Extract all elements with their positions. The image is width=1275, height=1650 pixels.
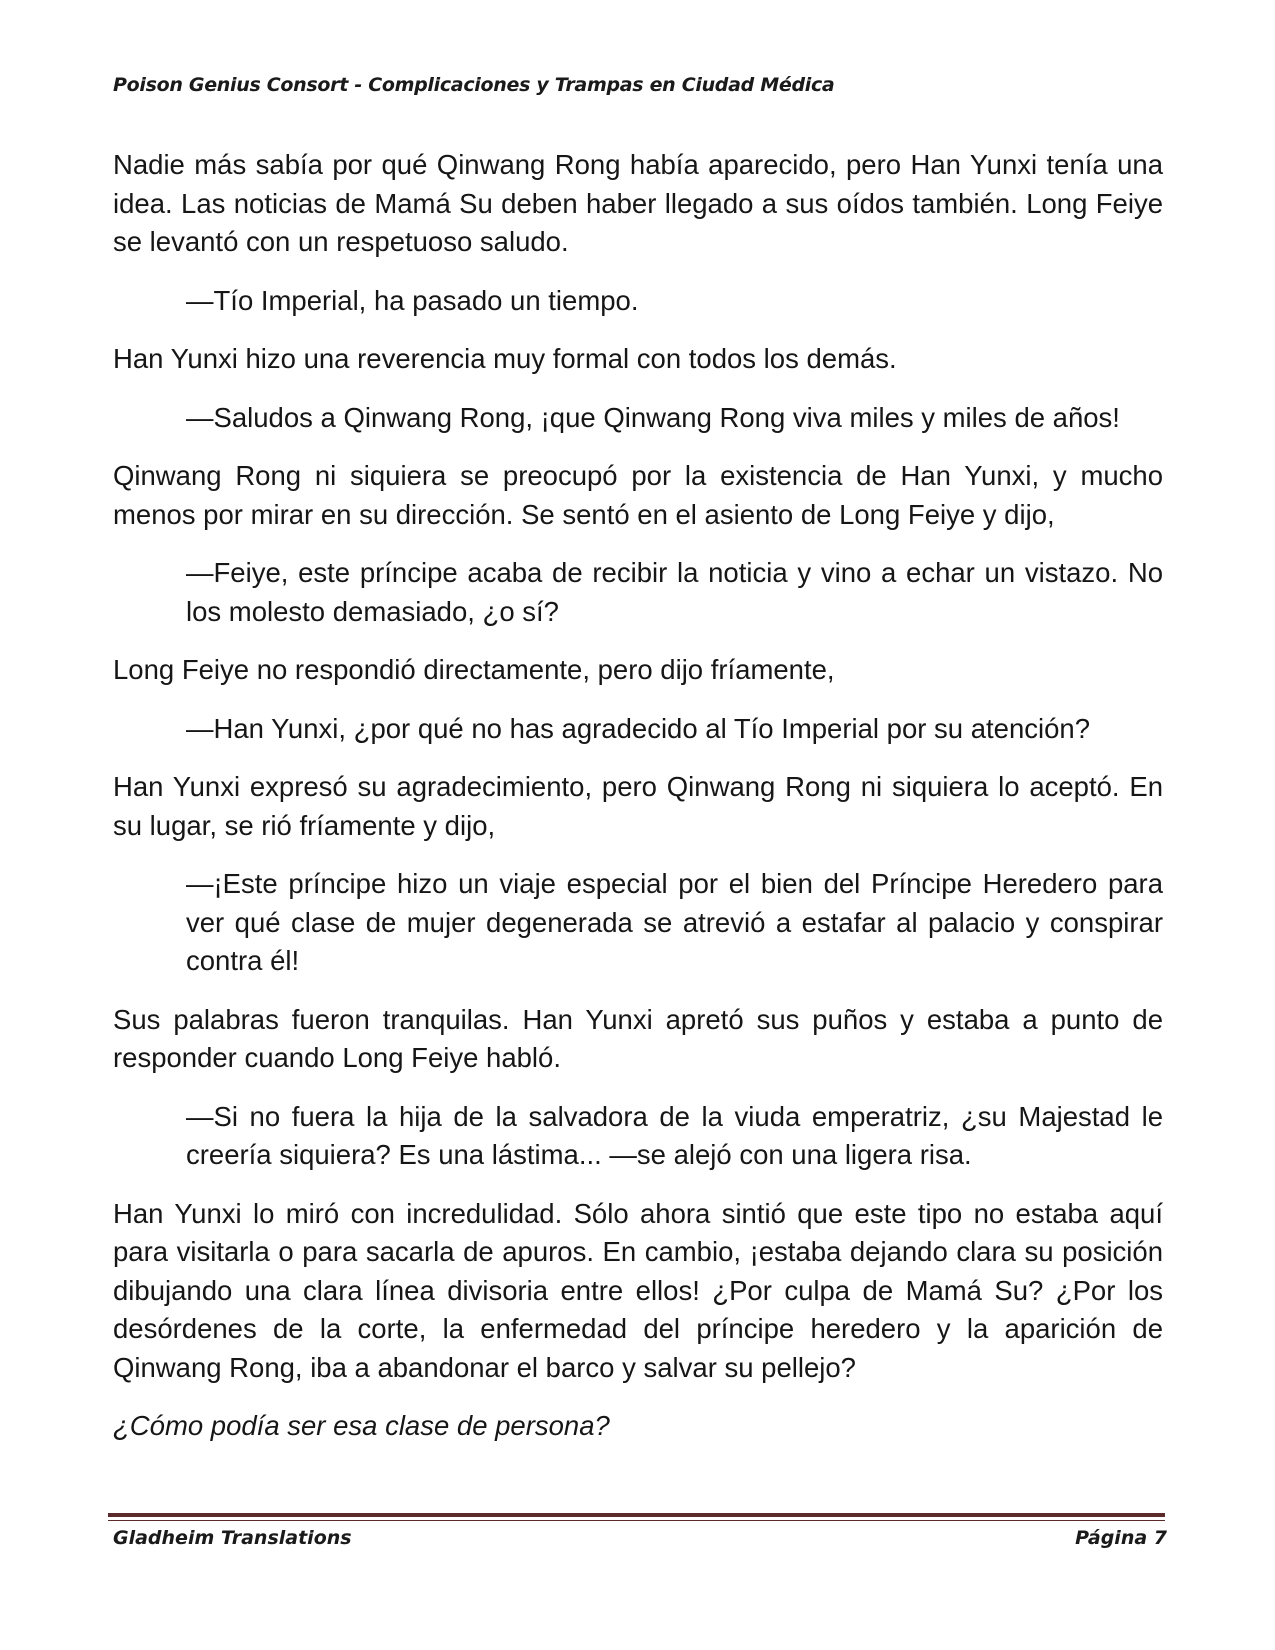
paragraph: Han Yunxi expresó su agradecimiento, pero Qinwang Rong ni siquiera lo aceptó. En su lugar, se rió fríamente y dijo, xyxy=(113,771,1163,841)
dialogue-paragraph: —Feiye, este príncipe acaba de recibir la noticia y vino a echar un vistazo. No los molesto demasiado, ¿o sí? xyxy=(186,557,1163,627)
footer-rule-thick xyxy=(108,1513,1165,1517)
dialogue-paragraph: —¡Este príncipe hizo un viaje especial por el bien del Príncipe Heredero para ver qué clase de mujer degenerada se atrevió a estafar al palacio y conspirar contra él! xyxy=(186,868,1163,976)
page-number: Página 7 xyxy=(1075,1527,1167,1549)
footer-rule-thin xyxy=(108,1520,1165,1521)
paragraph: Qinwang Rong ni siquiera se preocupó por la existencia de Han Yunxi, y mucho menos por mirar en su dirección. Se sentó en el asiento de Long Feiye y dijo, xyxy=(113,460,1163,530)
dialogue-paragraph: —Saludos a Qinwang Rong, ¡que Qinwang Rong viva miles y miles de años! xyxy=(186,401,1120,433)
paragraph: Nadie más sabía por qué Qinwang Rong había aparecido, pero Han Yunxi tenía una idea. Las noticias de Mamá Su deben haber llegado a sus oídos también. Long Feiye se levantó con un respetuoso saludo. xyxy=(113,149,1163,257)
footer-credit: Gladheim Translations xyxy=(113,1527,352,1549)
paragraph: Long Feiye no respondió directamente, pero dijo fríamente, xyxy=(113,654,835,685)
dialogue-paragraph: —Tío Imperial, ha pasado un tiempo. xyxy=(186,284,639,316)
dialogue-paragraph: —Si no fuera la hija de la salvadora de la viuda emperatriz, ¿su Majestad le creería siquiera? Es una lástima... —se alejó con una ligera risa. xyxy=(186,1100,1163,1170)
paragraph: Sus palabras fueron tranquilas. Han Yunxi apretó sus puños y estaba a punto de responder cuando Long Feiye habló. xyxy=(113,1003,1163,1073)
paragraph: Han Yunxi hizo una reverencia muy formal con todos los demás. xyxy=(113,343,897,374)
italic-paragraph: ¿Cómo podía ser esa clase de persona? xyxy=(113,1410,610,1441)
page-header: Poison Genius Consort - Complicaciones y Trampas en Ciudad Médica xyxy=(113,74,835,96)
paragraph: Han Yunxi lo miró con incredulidad. Sólo ahora sintió que este tipo no estaba aquí para visitarla o para sacarla de apuros. En cambio, ¡estaba dejando clara su posición dibujando una clara línea divisoria entre ellos! ¿Por culpa de Mamá Su? ¿Por los desórdenes de la corte, la enfermedad del príncipe heredero y la aparición de Qinwang Rong, iba a abandonar el barco y salvar su pellejo? xyxy=(113,1197,1163,1383)
body-text xyxy=(113,146,1163,1446)
dialogue-paragraph: —Han Yunxi, ¿por qué no has agradecido al Tío Imperial por su atención? xyxy=(186,712,1090,744)
